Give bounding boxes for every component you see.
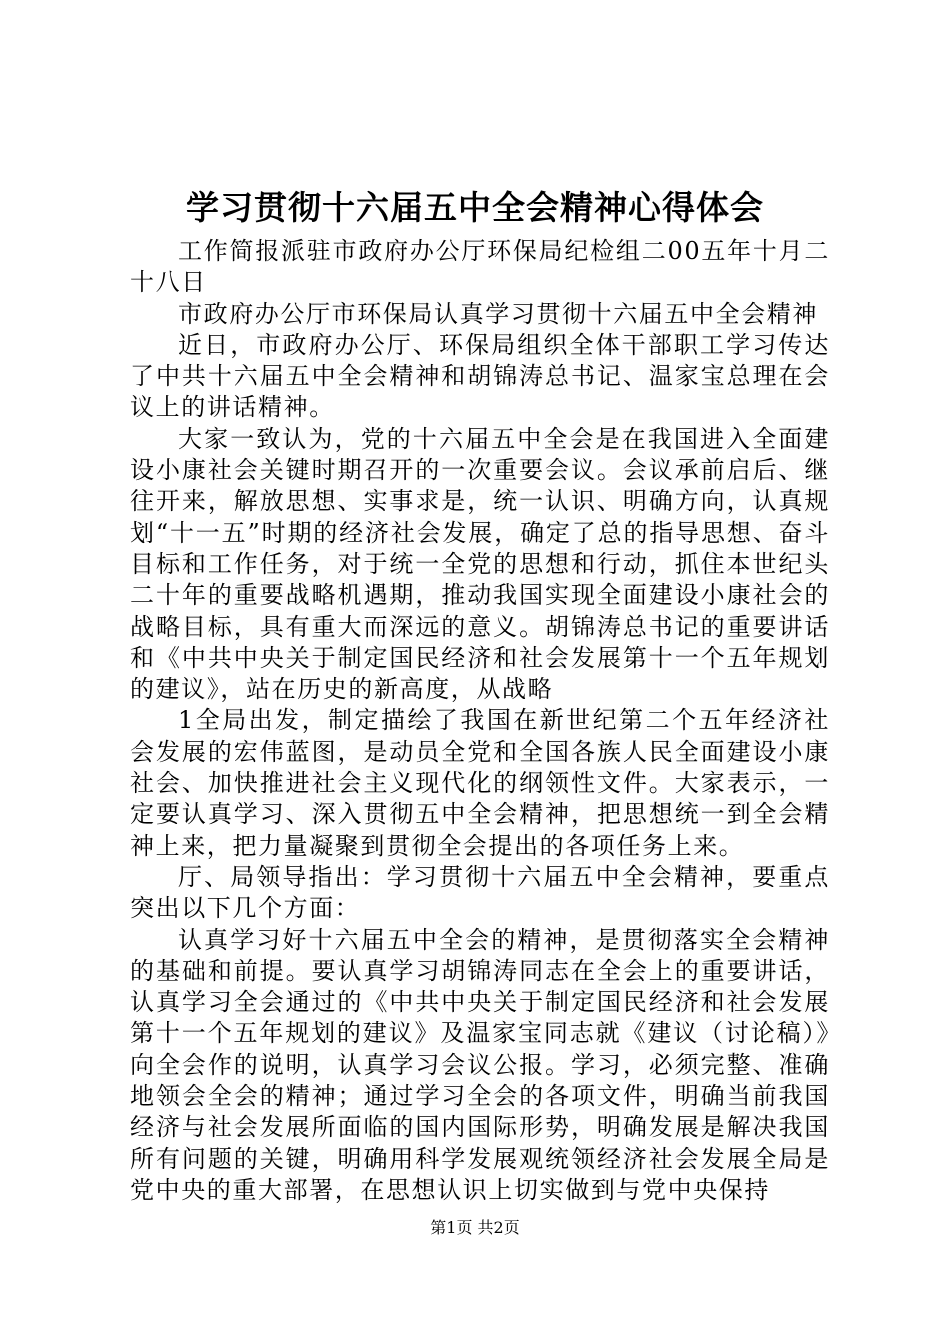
paragraph-header-line: 工作简报派驻市政府办公厅环保局纪检组二00五年十月二十八日 [130, 237, 830, 297]
paragraph-consensus: 大家一致认为，党的十六届五中全会是在我国进入全面建设小康社会关键时期召开的一次重要会议。会议承前启后、继往开来，解放思想、实事求是，统一认识、明确方向，认真规划“十一五”时期的经济社会发展，确定了总的指导思想、奋斗目标和工作任务，对于统一全党的思想和行动，抓住本世纪头二十年的重要战略机遇期，推动我国实现全面建设小康社会的战略目标，具有重大而深远的意义。胡锦涛总书记的重要讲话和《中共中央关于制定国民经济和社会发展第十一个五年规划的建议》，站在历史的新高度，从战略 [130, 424, 830, 704]
paragraph-subtitle: 市政府办公厅市环保局认真学习贯彻十六届五中全会精神 [178, 299, 818, 328]
document-title: 学习贯彻十六届五中全会精神心得体会 [186, 188, 764, 227]
page-number-footer: 第1页 共2页 [430, 1218, 520, 1237]
paragraph-leaders: 厅、局领导指出：学习贯彻十六届五中全会精神，要重点突出以下几个方面： [130, 862, 830, 923]
paragraph-overall: 1全局出发，制定描绘了我国在新世纪第二个五年经济社会发展的宏伟蓝图，是动员全党和全国各族人民全面建设小康社会、加快推进社会主义现代化的纲领性文件。大家表示，一定要认真学习、深入贯彻五中全会精神，把思想统一到全会精神上来，把力量凝聚到贯彻全会提出的各项任务上来。 [130, 706, 830, 860]
paragraph-study: 认真学习好十六届五中全会的精神，是贯彻落实全会精神的基础和前提。要认真学习胡锦涛同志在全会上的重要讲话，认真学习全会通过的《中共中央关于制定国民经济和社会发展第十一个五年规划的建议》及温家宝同志就《建议（讨论稿）》向全会作的说明，认真学习会议公报。学习，必须完整、准确地领会全会的精神；通过学习全会的各项文件，明确当前我国经济与社会发展所面临的国内国际形势，明确发展是解决我国所有问题的关键，明确用科学发展观统领经济社会发展全局是党中央的重大部署，在思想认识上切实做到与党中央保持 [130, 925, 830, 1204]
paragraph-intro: 近日，市政府办公厅、环保局组织全体干部职工学习传达了中共十六届五中全会精神和胡锦涛总书记、温家宝总理在会议上的讲话精神。 [130, 330, 830, 422]
document-body [130, 236, 830, 1206]
